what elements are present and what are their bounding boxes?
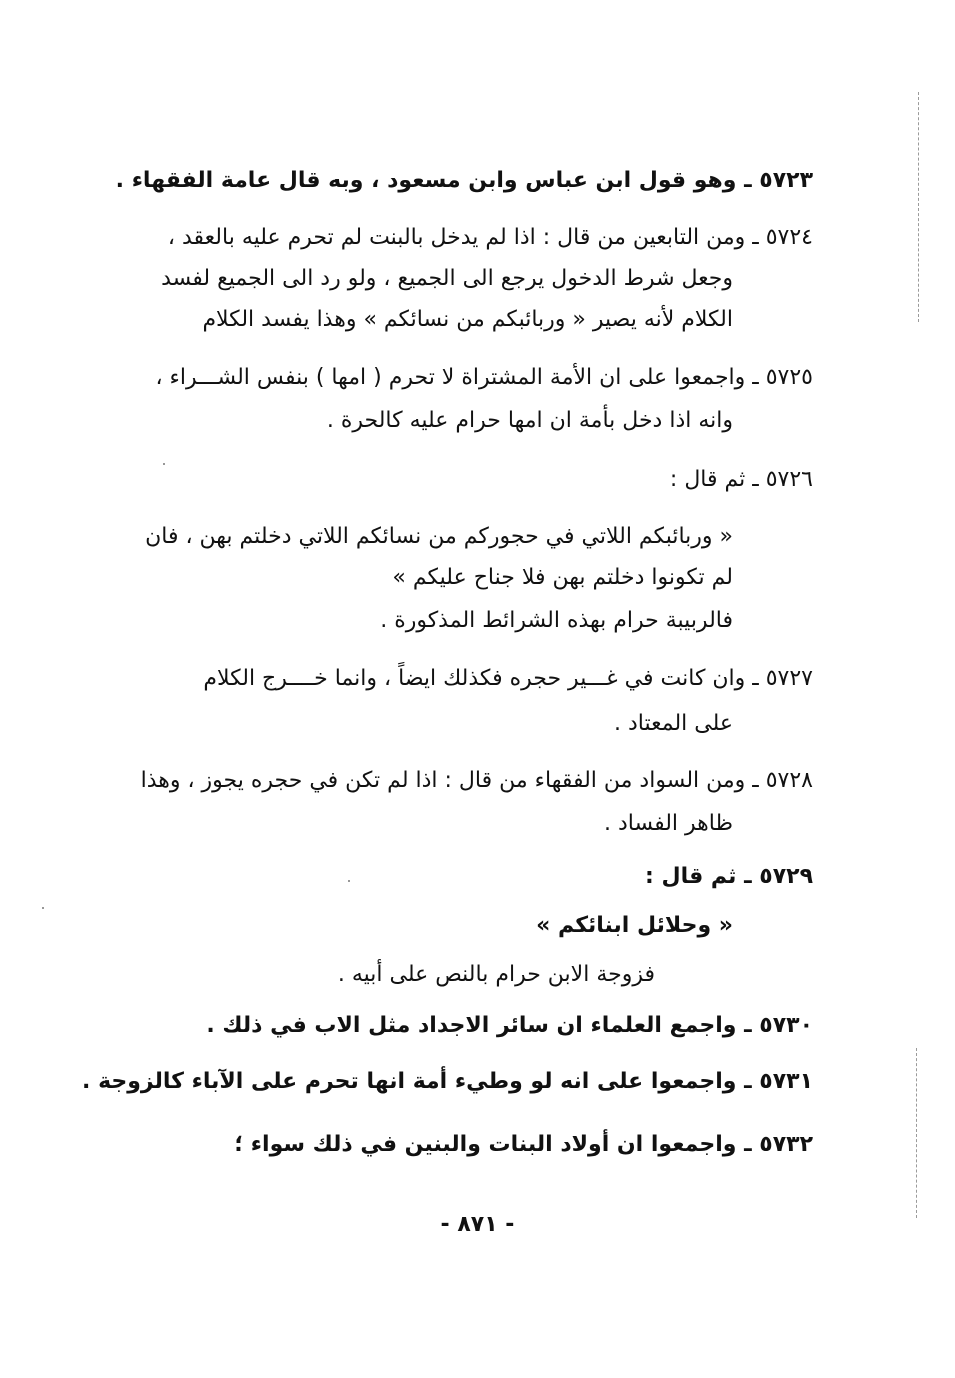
paragraph-5728: ٥٧٢٨ ـ ومن السواد من الفقهاء من قال : اذا لم تكن في حجره يجوز ، وهذا [140, 768, 813, 793]
paragraph-5729-note: فزوجة الابن حرام بالنص على أبيه . [337, 962, 655, 987]
paragraph-5723: ٥٧٢٣ ـ وهو قول ابن عباس وابن مسعود ، وبه قال عامة الفقهاء . [115, 168, 813, 193]
paragraph-5724-continuation-1: وجعل شرط الدخول يرجع الى الجميع ، ولو رد الى الجميع لفسد [161, 266, 733, 291]
paragraph-5728-continuation: ظاهر الفساد . [603, 811, 733, 836]
page-number: - ٨٧١ - [440, 1212, 515, 1237]
paragraph-5727: ٥٧٢٧ ـ وان كانت في غـــير حجره فكذلك ايضاً ، وانما خــــرج الكلام [203, 666, 813, 691]
paragraph-5729: ٥٧٢٩ ـ ثم قال : [645, 864, 813, 889]
paragraph-5725-continuation: وانه اذا دخل بأمة ان امها حرام عليه كالحرة . [326, 408, 733, 433]
paragraph-5724: ٥٧٢٤ ـ ومن التابعين من قال : اذا لم يدخل بالبنت لم تحرم عليه بالعقد ، [167, 225, 813, 250]
paragraph-5730: ٥٧٣٠ ـ واجمع العلماء ان سائر الاجداد مثل الاب في ذلك . [206, 1013, 813, 1038]
paragraph-5726-note: فالربيبة حرام بهذه الشرائط المذكورة . [380, 608, 733, 633]
quran-quote-line-1: « وربائبكم اللاتي في حجوركم من نسائكم اللاتي دخلتم بهن ، فان [145, 524, 733, 549]
paragraph-5724-continuation-2: الكلام لأنه يصير « وربائبكم من نسائكم » وهذا يفسد الكلام [202, 307, 733, 332]
paragraph-5727-continuation: على المعتاد . [613, 711, 733, 736]
margin-scan-rule-bottom [916, 1048, 917, 1218]
paragraph-5725: ٥٧٢٥ ـ واجمعوا على ان الأمة المشتراة لا تحرم ( امها ) بنفس الشـــراء ، [155, 365, 813, 390]
scan-speck [163, 463, 165, 465]
quran-quote-line-2: لم تكونوا دخلتم بهن فلا جناح عليكم » [392, 565, 733, 590]
margin-scan-rule-top [918, 92, 919, 322]
scan-speck [348, 880, 350, 882]
quran-quote-halail: « وحلائل ابنائكم » [536, 913, 733, 938]
scan-speck [42, 907, 44, 909]
paragraph-5731: ٥٧٣١ ـ واجمعوا على انه لو وطيء أمة انها تحرم على الآباء كالزوجة . [82, 1069, 813, 1094]
paragraph-5732: ٥٧٣٢ ـ واجمعوا ان أولاد البنات والبنين في ذلك سواء ؛ [234, 1132, 813, 1157]
paragraph-5726: ٥٧٢٦ ـ ثم قال : [669, 467, 813, 492]
